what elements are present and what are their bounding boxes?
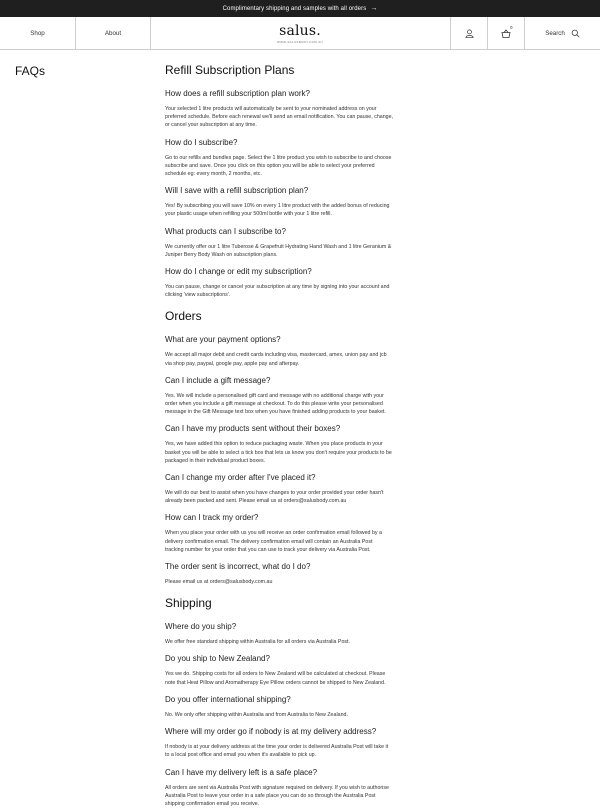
arrow-right-icon: →: [370, 5, 377, 12]
faq-answer: [165, 711, 433, 719]
faq-question: How do I change or edit my subscription?: [165, 267, 433, 277]
faq-question: How can I track my order?: [165, 513, 433, 523]
announcement-bar[interactable]: [0, 0, 600, 17]
faq-answer-line: Juniper Berry Body Wash on subscription plans.: [165, 251, 433, 259]
faq-item: [165, 186, 433, 218]
faq-question: Can I change my order after I've placed it?: [165, 473, 433, 483]
faq-question: Can I have my delivery left is a safe place?: [165, 768, 433, 778]
faq-answer-line: Yes, we have added this option to reduce packaging waste. When you place products in your: [165, 440, 433, 448]
cart-button[interactable]: [488, 17, 524, 50]
faq-answer-line: Your selected 1 litre products will automatically be sent to your nominated address on your: [165, 105, 433, 113]
logo-tagline: WWW.SALUSBODY.COM.AU: [277, 40, 323, 44]
faq-answer: [165, 670, 433, 686]
faq-answer-line: No. We only offer shipping within Australia and from Australia to New Zealand.: [165, 711, 433, 719]
nav-about-label: About: [105, 30, 121, 37]
faq-answer-line: delivery confirmation email. The delivery confirmation email will contain an Australia Post: [165, 538, 433, 546]
faq-answer: [165, 638, 433, 646]
faq-answer-line: already been packed and sent. Please email us at orders@salusbody.com.au: [165, 497, 433, 505]
faq-answer: [165, 578, 433, 586]
faq-answer-line: basket you will be able to select a tick box that lets us know you don't require your products to be: [165, 449, 433, 457]
faq-answer-line: tracking number for your order that you can use to track your delivery via Australia Post.: [165, 546, 433, 554]
faq-answer-line: to a local post office and email you when it's available to pick up.: [165, 751, 433, 759]
faq-answer-line: packaged in their individual product boxes.: [165, 457, 433, 465]
faq-answer-line: Go to our refills and bundles page. Select the 1 litre product you wish to subscribe to and choose: [165, 154, 433, 162]
account-button[interactable]: [451, 17, 487, 50]
faq-item: [165, 335, 433, 367]
nav-shop-link[interactable]: [0, 17, 75, 50]
faq-answer-line: We offer free standard shipping within Australia for all orders via Australia Post.: [165, 638, 433, 646]
faq-answer: [165, 784, 433, 808]
faq-question: Will I save with a refill subscription plan?: [165, 186, 433, 196]
faq-question: Can I have my products sent without their boxes?: [165, 424, 433, 434]
faq-answer: [165, 440, 433, 465]
faq-item: [165, 622, 433, 646]
faq-answer-line: subscribe and save. Once you click on this option you will be able to select your preferred: [165, 162, 433, 170]
faq-answer: [165, 392, 433, 417]
faq-answer: [165, 202, 433, 218]
faq-item: [165, 654, 433, 686]
nav-shop-label: Shop: [30, 30, 44, 37]
faq-answer-line: or cancel your subscription at any time.: [165, 121, 433, 129]
faq-question: Do you ship to New Zealand?: [165, 654, 433, 664]
faq-item: [165, 562, 433, 586]
logo-wordmark: salus.: [279, 24, 321, 38]
faq-item: [165, 227, 433, 259]
faq-answer: [165, 529, 433, 554]
search-label: Search: [545, 30, 565, 37]
faq-item: [165, 768, 433, 808]
faq-answer: [165, 351, 433, 367]
faq-item: [165, 267, 433, 299]
faq-answer-line: Australia Post to leave your order in a safe place you can do so through the Australia Post: [165, 792, 433, 800]
search-icon: [571, 29, 580, 38]
site-logo[interactable]: [260, 17, 340, 50]
announcement-text: Complimentary shipping and samples with all orders: [223, 6, 367, 12]
faq-answer: [165, 489, 433, 505]
faq-answer-line: order when you include a gift message at checkout. To do this please write your personalised: [165, 400, 433, 408]
section-title: Shipping: [165, 596, 433, 611]
faq-answer-line: clicking 'view subscriptions'.: [165, 291, 433, 299]
faq-question: What products can I subscribe to?: [165, 227, 433, 237]
faq-item: [165, 513, 433, 554]
faq-answer-line: All orders are sent via Australia Post with signature required on delivery. If you wish to authorise: [165, 784, 433, 792]
section-title: Orders: [165, 309, 433, 324]
faq-item: [165, 376, 433, 417]
faq-section: [165, 309, 433, 586]
search-button[interactable]: [525, 17, 600, 50]
faq-answer-line: via shop pay, paypal, google pay, apple pay and afterpay.: [165, 360, 433, 368]
faq-answer: [165, 743, 433, 759]
faq-answer-line: note that Heat Pillow and Aromatherapy Eye Pillow orders cannot be shipped to New Zealand.: [165, 679, 433, 687]
faq-section: [165, 596, 433, 808]
faq-answer: [165, 154, 433, 179]
header-divider: [150, 17, 151, 50]
faq-item: [165, 727, 433, 759]
faq-item: [165, 695, 433, 719]
faq-answer-line: preferred schedule. Before each renewal we'll send an email notification. You can pause, change,: [165, 113, 433, 121]
faq-answer-line: Yes! By subscribing you will save 10% on every 1 litre product with the added bonus of reducing: [165, 202, 433, 210]
faq-answer: [165, 105, 433, 130]
faq-answer-line: Yes we do. Shipping costs for all orders to New Zealand will be calculated at checkout. Please: [165, 670, 433, 678]
faq-question: The order sent is incorrect, what do I do?: [165, 562, 433, 572]
faq-answer: [165, 283, 433, 299]
faq-question: Where will my order go if nobody is at my delivery address?: [165, 727, 433, 737]
faq-answer-line: We accept all major debit and credit cards including visa, mastercard, amex, union pay and jcb: [165, 351, 433, 359]
faq-content: [165, 63, 433, 808]
faq-question: Can I include a gift message?: [165, 376, 433, 386]
faq-question: Where do you ship?: [165, 622, 433, 632]
faq-item: [165, 89, 433, 130]
basket-icon: [501, 29, 511, 38]
faq-question: What are your payment options?: [165, 335, 433, 345]
faq-question: How do I subscribe?: [165, 138, 433, 148]
faq-answer-line: your plastic usage when refilling your 500ml bottle with your 1 litre refill.: [165, 210, 433, 218]
faq-item: [165, 473, 433, 505]
site-header: [0, 17, 600, 50]
faq-section: [165, 63, 433, 299]
faq-question: How does a refill subscription plan work?: [165, 89, 433, 99]
faq-answer-line: You can pause, change or cancel your subscription at any time by signing into your account and: [165, 283, 433, 291]
faq-answer-line: We will do our best to assist when you have changes to your order provided your order hasn't: [165, 489, 433, 497]
faq-item: [165, 138, 433, 179]
faq-answer-line: schedule eg: every month, 2 months, etc.: [165, 170, 433, 178]
nav-about-link[interactable]: [76, 17, 150, 50]
faq-answer-line: When you place your order with us you will receive an order confirmation email followed by a: [165, 529, 433, 537]
faq-answer-line: If nobody is at your delivery address at the time your order is delivered Australia Post will take it: [165, 743, 433, 751]
faq-answer: [165, 243, 433, 259]
faq-question: Do you offer international shipping?: [165, 695, 433, 705]
faq-answer-line: We currently offer our 1 litre Tuberose & Grapefruit Hydrating Hand Wash and 1 litre Geranium &: [165, 243, 433, 251]
faq-answer-line: message in the Gift Message text box when you have finished adding products to your basket.: [165, 408, 433, 416]
faq-answer-line: Please email us at orders@salusbody.com.au: [165, 578, 433, 586]
faq-item: [165, 424, 433, 465]
faq-answer-line: shipping confirmation email you receive.: [165, 800, 433, 808]
faq-answer-line: Yes. We will include a personalised gift card and message with no additional charge with your: [165, 392, 433, 400]
faqs-sidebar-title: FAQs: [15, 64, 45, 78]
cart-count-badge: 0: [510, 25, 513, 30]
section-title: Refill Subscription Plans: [165, 63, 433, 78]
user-icon: [465, 29, 474, 38]
